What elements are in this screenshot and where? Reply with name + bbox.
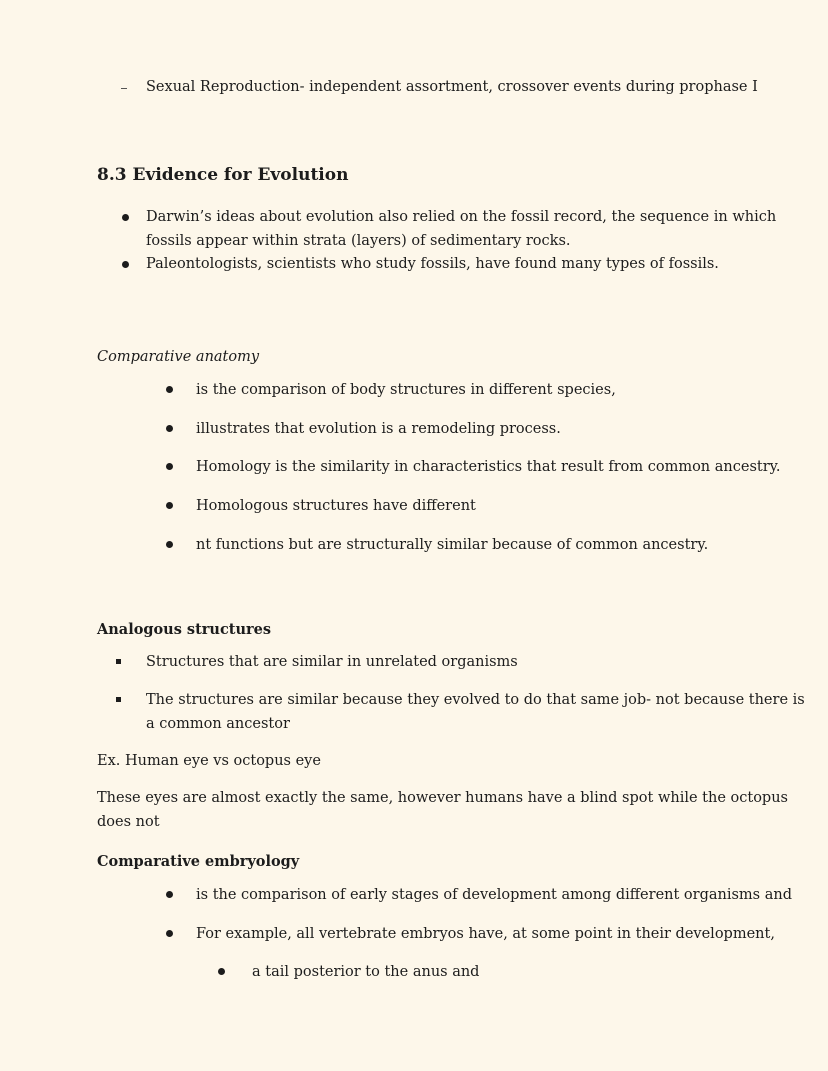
dash-bullet-icon <box>121 88 127 89</box>
analogous-item-1-line1: Structures that are similar in unrelated organisms <box>146 654 518 670</box>
anatomy-item: Homologous structures have different <box>196 498 476 514</box>
evidence-bullet-1-line1: Darwin’s ideas about evolution also relied on the fossil record, the sequence in which <box>146 209 777 225</box>
anatomy-item: Homology is the similarity in characteristics that result from common ancestry. <box>196 459 781 475</box>
evidence-bullet-2-line1: Paleontologists, scientists who study fossils, have found many types of fossils. <box>146 256 719 272</box>
bullet-dot-icon <box>122 261 129 268</box>
anatomy-item: illustrates that evolution is a remodeling process. <box>196 421 561 437</box>
section-heading: 8.3 Evidence for Evolution <box>97 165 349 185</box>
analogous-item-2-line1: The structures are similar because they evolved to do that same job- not because there is <box>146 692 805 708</box>
anatomy-item: nt functions but are structurally similar because of common ancestry. <box>196 537 709 553</box>
analogous-structures-title: Analogous structures <box>97 621 272 638</box>
embryology-subitem: a tail posterior to the anus and <box>252 964 480 980</box>
analogous-item-2-line2: a common ancestor <box>146 716 290 732</box>
bullet-dot-icon <box>166 541 173 548</box>
bullet-dot-icon <box>166 502 173 509</box>
example-note-line1: These eyes are almost exactly the same, however humans have a blind spot while the octopus <box>97 790 788 806</box>
bullet-dot-icon <box>166 891 173 898</box>
embryology-item: For example, all vertebrate embryos have, at some point in their development, <box>196 926 775 942</box>
square-bullet-icon <box>116 697 121 702</box>
square-bullet-icon <box>116 659 121 664</box>
bullet-dot-icon <box>166 463 173 470</box>
embryology-item: is the comparison of early stages of development among different organisms and <box>196 887 792 903</box>
example-text: Ex. Human eye vs octopus eye <box>97 753 321 769</box>
bullet-dot-icon <box>166 425 173 432</box>
anatomy-item: is the comparison of body structures in different species, <box>196 382 616 398</box>
bullet-dot-icon <box>218 968 225 975</box>
evidence-bullet-1-line2: fossils appear within strata (layers) of sedimentary rocks. <box>146 233 571 249</box>
bullet-dot-icon <box>166 386 173 393</box>
comparative-embryology-title: Comparative embryology <box>97 853 300 870</box>
example-note-line2: does not <box>97 814 160 830</box>
top-item-text: Sexual Reproduction- independent assortment, crossover events during prophase I <box>146 79 758 95</box>
bullet-dot-icon <box>122 214 129 221</box>
comparative-anatomy-title: Comparative anatomy <box>97 349 260 365</box>
bullet-dot-icon <box>166 930 173 937</box>
